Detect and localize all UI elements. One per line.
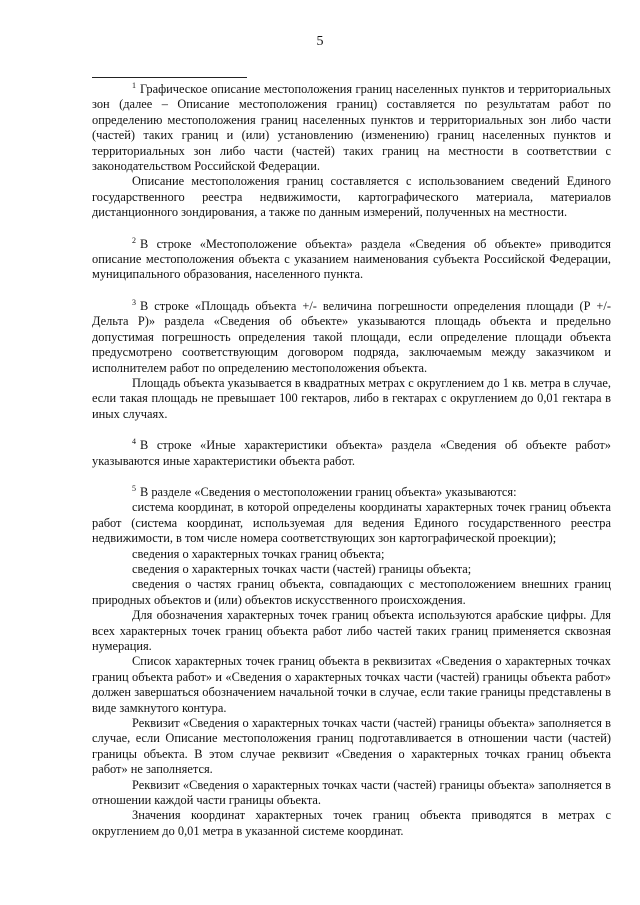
footnote-2-paragraph: [92, 237, 611, 283]
footnote-3-paragraph-2: [92, 376, 611, 422]
paragraph-text: сведения о характерных точках части (частей) границы объекта;: [132, 561, 472, 576]
footnote-5-paragraph-5: [92, 577, 611, 608]
footnote-4-paragraph: [92, 438, 611, 469]
footnote-5-paragraph-1: [92, 485, 611, 500]
footnote-5-paragraph-10: [92, 808, 611, 839]
footnote-mark-3: 3: [132, 297, 136, 307]
footnote-5-paragraph-7: [92, 654, 611, 716]
footnote-1-paragraph-2: [92, 174, 611, 220]
paragraph-text: Значения координат характерных точек границ объекта приводятся в метрах с округлением до 0,01 метра в указанной системе координат.: [92, 808, 611, 838]
footnote-mark-4: 4: [132, 437, 136, 446]
footnote-mark-5: 5: [132, 483, 136, 493]
paragraph-text: Графическое описание местоположения границ населенных пунктов и территориальных зон (далее – Описание местоположения границ) составляется по результатам работ по определению местоположения границ населенных пунктов и территориальных зон либо части (частей) таких границ и (или) установлению (изменению) границ населенных пунктов и территориальных зон либо части (частей) таких границ на местности в соответствии с законодательством Российской Федерации.: [92, 82, 611, 174]
paragraph-text: Площадь объекта указывается в квадратных метрах с округлением до 1 кв. метра в случае, если такая площадь не превышает 100 гектаров, либо в гектарах с округлением до 0,01 гектара в иных случаях.: [92, 375, 611, 421]
footnote-mark-2: 2: [132, 235, 136, 245]
paragraph-text: Для обозначения характерных точек границ объекта используются арабские цифры. Для всех характерных точек границ объекта работ либо частей таких границ применяется сквозная нумерация.: [92, 608, 611, 653]
footnote-5-paragraph-8: [92, 716, 611, 778]
paragraph-text: Описание местоположения границ составляется с использованием сведений Единого государственного реестра недвижимости, картографического материала, материалов дистанционного зондирования, а также по данным измерений, полученных на местности.: [92, 174, 611, 220]
paragraph-text: В строке «Местоположение объекта» раздела «Сведения об объекте» приводится описание местоположения объекта с указанием наименования субъекта Российской Федерации, муниципального образования, населенного пункта.: [92, 236, 611, 282]
footnote-separator: [92, 77, 247, 78]
footnote-5-paragraph-4: [92, 562, 611, 577]
paragraph-text: Реквизит «Сведения о характерных точках части (частей) границы объекта» заполняется в случае, если Описание местоположения границ подготавливается в отношении части (частей) границы объекта. В этом случае реквизит «Сведения о характерных точках границ объекта работ» не заполняется.: [92, 716, 611, 777]
footnote-5-paragraph-2: [92, 500, 611, 546]
paragraph-text: В разделе «Сведения о местоположении границ объекта» указываются:: [140, 484, 517, 499]
page-number: 5: [316, 34, 324, 49]
footnote-5-paragraph-3: [92, 547, 611, 562]
footnote-mark-1: 1: [132, 80, 136, 90]
paragraph-text: система координат, в которой определены координаты характерных точек границ объекта работ (система координат, используемая для ведения Единого государственного реестра недвижимости, в том числе номера соответствующих зон картографической проекции);: [92, 500, 611, 546]
footnote-1-paragraph-1: [92, 82, 611, 174]
paragraph-text: Реквизит «Сведения о характерных точках части (частей) границы объекта» заполняется в отношении каждой части границы объекта.: [92, 777, 611, 808]
paragraph-text: сведения о частях границ объекта, совпадающих с местоположением внешних границ природных объектов и (или) объектов искусственного происхождения.: [92, 577, 611, 607]
footnote-3-paragraph-1: [92, 299, 611, 376]
footnote-5-paragraph-9: [92, 778, 611, 809]
paragraph-text: Список характерных точек границ объекта в реквизитах «Сведения о характерных точках границ объекта работ» и «Сведения о характерных точках части (частей) границы объекта работ» должен завершаться обозначением начальной точки в случае, если такие границы представлены в виде замкнутого контура.: [92, 654, 611, 715]
footnote-5-paragraph-6: [92, 608, 611, 654]
paragraph-text: В строке «Иные характеристики объекта» раздела «Сведения об объекте работ» указываются иные характеристики объекта работ.: [92, 438, 611, 468]
paragraph-text: сведения о характерных точках границ объекта;: [132, 546, 385, 561]
footnotes-body: [92, 82, 611, 839]
paragraph-text: В строке «Площадь объекта +/- величина погрешности определения площади (Р +/- Дельта Р)» раздела «Сведения об объекте» указываются площадь объекта и предельно допустимая погрешность определения такой площади, если определение площади объекта предусмотрено соответствующим договором подряда, заключаемым между заказчиком и исполнителем работ по определению местоположения объекта.: [92, 298, 611, 375]
